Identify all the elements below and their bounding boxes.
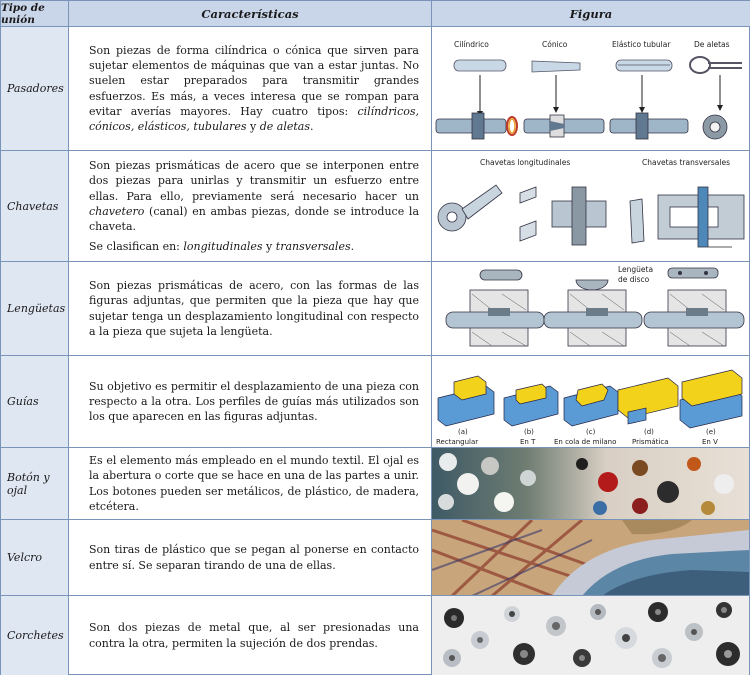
fig-label-disco: de disco bbox=[618, 275, 650, 284]
figure-lenguetas bbox=[432, 262, 749, 355]
table-row-boton-ojal bbox=[1, 448, 749, 520]
guide-letter-b: (b) bbox=[524, 428, 534, 436]
figure-pasadores bbox=[432, 27, 749, 150]
guide-label-rectangular: Rectangular bbox=[436, 438, 479, 446]
header-figure: Figura bbox=[432, 1, 750, 27]
row-name: Lengüetas bbox=[1, 262, 69, 355]
table-row-pasadores bbox=[1, 27, 749, 151]
row-description: Es el elemento más empleado en el mundo textil. El ojal es la abertura o corte que se hace en una de las partes a unir. Los botones pueden ser metálicos, de plástico, de madera, etcétera. bbox=[69, 448, 432, 519]
fig-label-transversales: Chavetas transversales bbox=[642, 158, 730, 167]
fig-label-longitudinales: Chavetas longitudinales bbox=[480, 158, 571, 167]
fig-label-lengueta: Lengüeta bbox=[618, 265, 654, 274]
row-name: Botón y ojal bbox=[1, 448, 69, 519]
figure-guias bbox=[432, 356, 749, 447]
guide-label-cola-milano: En cola de milano bbox=[554, 438, 617, 446]
fig-label-elastico: Elástico tubular bbox=[612, 40, 671, 49]
row-description: Su objetivo es permitir el desplazamiento de una pieza con respecto a la otra. Los perfiles de guías más utilizados son los que aparecen en las figuras adjuntas. bbox=[69, 356, 432, 447]
header-characteristics: Características bbox=[69, 1, 432, 27]
guide-letter-d: (d) bbox=[644, 428, 654, 436]
table-row-chavetas bbox=[1, 151, 749, 262]
row-name: Guías bbox=[1, 356, 69, 447]
row-description: Son piezas de forma cilíndrica o cónica que sirven para sujetar elementos de máquinas que van a estar juntas. No suelen estar preparados para transmitir grandes esfuerzos. Es más, a veces interesa que se rompan para evitar averías mayores. Hay cuatro tipos: cilíndricos, cónicos, elásticos, tubulares y de aletas. bbox=[69, 27, 432, 150]
row-name: Chavetas bbox=[1, 151, 69, 261]
guide-label-en-v: En V bbox=[702, 438, 718, 446]
row-name: Velcro bbox=[1, 520, 69, 595]
fig-label-conico: Cónico bbox=[542, 40, 568, 49]
row-description: Son piezas prismáticas de acero, con las formas de las figuras adjuntas, que permiten que la pieza que hay que sujetar tenga un desplazamiento longitudinal con respecto a la pieza que sujeta la lengüeta. bbox=[69, 262, 432, 355]
guide-letter-e: (e) bbox=[706, 428, 716, 436]
row-name: Corchetes bbox=[1, 596, 69, 675]
figure-chavetas bbox=[432, 151, 749, 261]
row-description: Son tiras de plástico que se pegan al ponerse en contacto entre sí. Se separan tirando de una de ellas. bbox=[69, 520, 432, 595]
guide-label-en-t: En T bbox=[520, 438, 536, 446]
table-row-guias bbox=[1, 356, 749, 448]
table-row-corchetes bbox=[1, 596, 749, 675]
row-description: Son piezas prismáticas de acero que se interponen entre dos piezas para unirlas y transmitir un esfuerzo entre ellas. Para ello, previamente será necesario hacer un chavetero (canal) en ambas piezas, donde se introduce la chaveta. Se clasifican en: longitudinales y transversales. bbox=[69, 151, 432, 261]
header-type: Tipo de unión bbox=[1, 1, 69, 27]
photo-velcro bbox=[432, 520, 749, 595]
guide-letter-c: (c) bbox=[586, 428, 596, 436]
photo-buttons bbox=[432, 448, 749, 519]
guide-letter-a: (a) bbox=[458, 428, 468, 436]
photo-snaps bbox=[432, 596, 749, 675]
guide-label-prismatica: Prismática bbox=[632, 438, 669, 446]
table-row-velcro bbox=[1, 520, 749, 596]
row-name: Pasadores bbox=[1, 27, 69, 150]
fig-label-aletas: De aletas bbox=[694, 40, 730, 49]
table-row-lenguetas bbox=[1, 262, 749, 356]
fig-label-cilindrico: Cilíndrico bbox=[454, 40, 489, 49]
row-description: Son dos piezas de metal que, al ser presionadas una contra la otra, permiten la sujeción de dos prendas. bbox=[69, 596, 432, 675]
